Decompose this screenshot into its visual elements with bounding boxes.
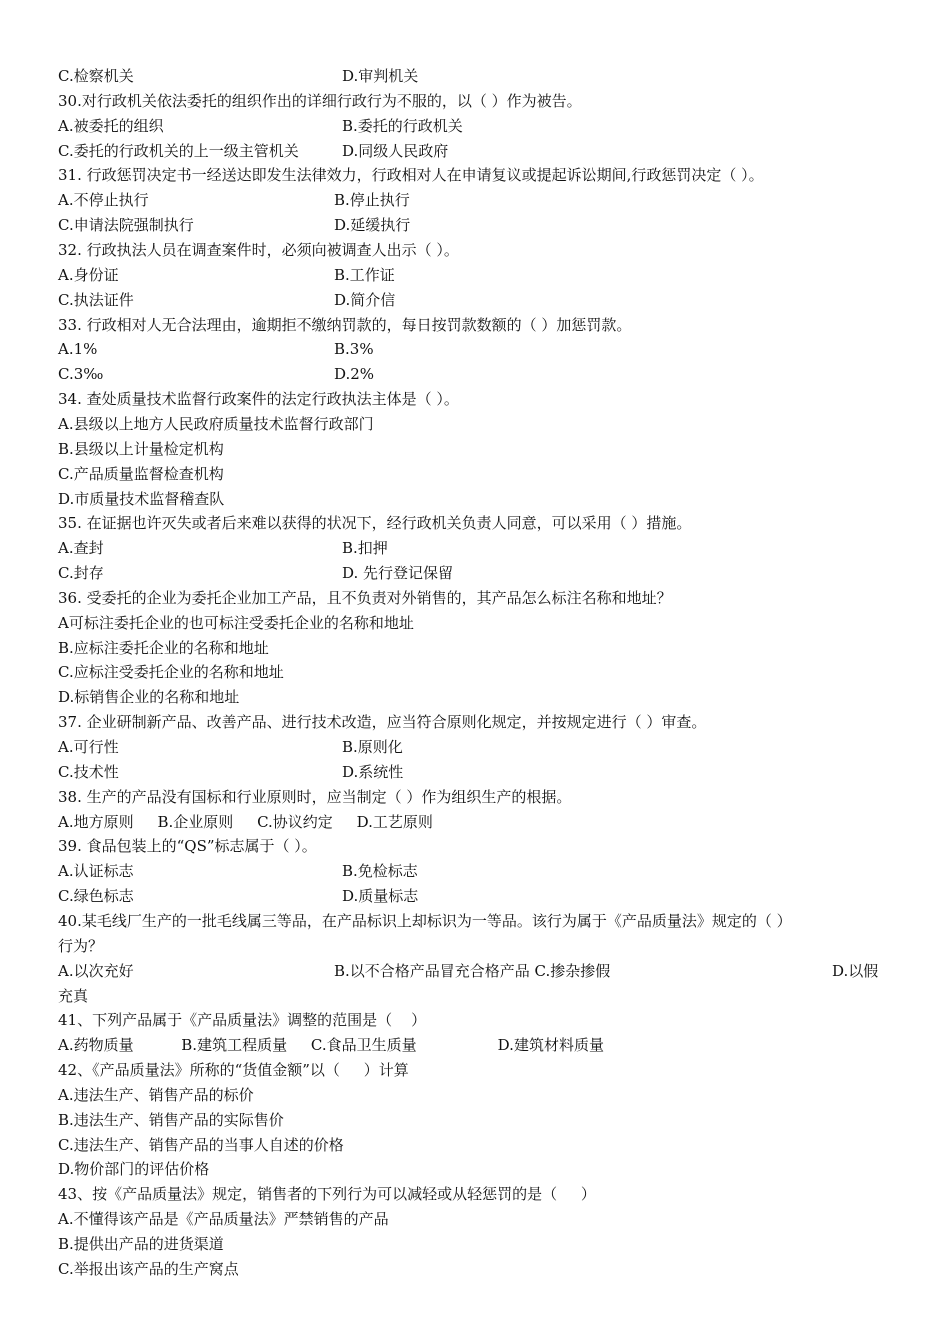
text-line [58,1085,898,1105]
text-line [58,712,898,732]
line-text: A.药物质量 B.建筑工程质量 C.食品卫生质量 D.建筑材料质量 [58,1036,604,1055]
line-text: A.县级以上地方人民政府质量技术监督行政部门 [58,414,374,433]
text-line [58,116,898,136]
line-text: 41、下列产品属于《产品质量法》调整的范围是（ ） [58,1011,427,1030]
line-text: C.检察机关 [58,67,134,85]
line-text: 32. 行政执法人员在调查案件时，必须向被调查人出示（ ）。 [58,241,459,259]
line-text: A.不停止执行 [58,191,149,210]
line-text: 37. 企业研制新产品、改善产品、进行技术改造，应当符合原则化规定，并按规定进行（ ）审查。 [58,713,707,732]
text-line [58,687,898,707]
line-text: C.违法生产、销售产品的当事人自述的价格 [58,1135,344,1154]
option-text: B.扣押 [342,539,388,558]
text-line [58,513,898,533]
text-line [58,737,898,757]
line-text: A.身份证 [58,265,119,284]
line-text: C.绿色标志 [58,887,134,906]
option-text: D.系统性 [342,762,404,781]
line-text: 38. 生产的产品没有国标和行业原则时，应当制定（ ）作为组织生产的根据。 [58,787,572,806]
text-line [58,1010,898,1030]
option-text: B.3% [334,340,374,359]
text-line [58,165,898,185]
text-line [58,911,898,931]
line-text: 35. 在证据也许灭失或者后来难以获得的状况下，经行政机关负责人同意，可以采用（ ）措施。 [58,514,692,533]
text-line [58,1135,898,1155]
line-text: 30.对行政机关依法委托的组织作出的详细行政行为不服的，以（ ）作为被告。 [58,91,582,110]
option-text: D.审判机关 [342,67,419,85]
text-line [58,836,898,856]
text-line [58,464,898,484]
line-text: B.县级以上计量检定机构 [58,439,224,458]
text-line [58,538,898,558]
text-line [58,1060,898,1080]
text-line [58,936,898,956]
line-text: 39. 食品包装上的“QS”标志属于（ ）。 [58,837,317,856]
text-line [58,389,898,409]
text-line [58,414,898,434]
line-text: A.可行性 [58,738,119,756]
line-text: C.应标注受委托企业的名称和地址 [58,663,284,682]
line-text: C.3‰ [58,365,104,384]
line-text: B.应标注委托企业的名称和地址 [58,638,269,657]
text-line [58,315,898,335]
line-text: 42、《产品质量法》所称的“货值金额”以（ ）计算 [58,1061,409,1079]
text-line [58,240,898,260]
line-text: 充真 [58,986,89,1005]
line-text: B.违法生产、销售产品的实际售价 [58,1110,284,1129]
line-text: C.产品质量监督检查机构 [58,464,224,483]
text-line [58,290,898,310]
line-text: A.不懂得该产品是《产品质量法》严禁销售的产品 [58,1210,389,1229]
text-line [58,588,898,608]
text-line [58,1234,898,1254]
line-text: 33. 行政相对人无合法理由，逾期拒不缴纳罚款的，每日按罚款数额的（ ）加惩罚款。 [58,315,632,334]
text-line [58,1184,898,1204]
option-text: D.简介信 [334,290,396,309]
text-line [58,489,898,509]
option-text: D.质量标志 [342,887,419,906]
text-line [58,662,898,682]
option-text: D.同级人民政府 [342,141,449,160]
option-text: B.以不合格产品冒充合格产品 C.掺杂掺假 [334,961,611,980]
line-text: 43、按《产品质量法》规定，销售者的下列行为可以减轻或从轻惩罚的是（ ） [58,1185,596,1204]
line-text: 36. 受委托的企业为委托企业加工产品，且不负责对外销售的，其产品怎么标注名称和地址？ [58,588,672,607]
line-text: C.技术性 [58,762,119,781]
text-line [58,787,898,807]
line-text: C.委托的行政机关的上一级主管机关 [58,141,299,160]
text-line [58,1110,898,1130]
line-text: B.提供出产品的进货渠道 [58,1235,224,1253]
text-line [58,861,898,881]
text-line [58,190,898,210]
line-text: C.举报出该产品的生产窝点 [58,1259,239,1278]
option-text: D. 先行登记保留 [342,564,454,582]
text-line [58,265,898,285]
line-text: A.以次充好 [58,961,134,980]
line-text: A.1% [58,340,98,359]
text-line [58,886,898,906]
text-line [58,1159,898,1179]
option-text: B.原则化 [342,738,403,756]
text-line [58,1035,898,1055]
line-text: A.违法生产、销售产品的标价 [58,1085,254,1104]
text-line [58,563,898,583]
line-text: A.地方原则 B.企业原则 C.协议约定 D.工艺原则 [58,812,433,831]
text-line [58,439,898,459]
option-text: B.免检标志 [342,862,418,881]
option-text: B.工作证 [334,265,395,284]
line-text: 40.某毛线厂生产的一批毛线属三等品，在产品标识上却标识为一等品。该行为属于《产品质量法》规定的（ ） [58,911,792,930]
line-text: C.申请法院强制执行 [58,216,194,235]
text-line [58,1259,898,1279]
option-text: D.以假 [832,961,879,980]
line-text: A.被委托的组织 [58,116,164,135]
line-text: 行为？ [58,936,104,955]
line-text: D.物价部门的评估价格 [58,1160,210,1179]
option-text: B.委托的行政机关 [342,116,463,135]
line-text: A.认证标志 [58,862,134,881]
option-text: D.2% [334,365,375,384]
line-text: 34. 查处质量技术监督行政案件的法定行政执法主体是（ ）。 [58,390,459,409]
text-line [58,141,898,161]
text-line [58,961,898,981]
option-text: D.延缓执行 [334,216,411,235]
text-line [58,638,898,658]
text-line [58,1209,898,1229]
line-text: C.封存 [58,564,104,582]
line-text: C.执法证件 [58,290,134,309]
line-text: D.市质量技术监督稽查队 [58,489,225,508]
text-line [58,613,898,633]
text-line [58,364,898,384]
text-line [58,91,898,111]
line-text: D.标销售企业的名称和地址 [58,688,240,707]
option-text: B.停止执行 [334,191,410,210]
text-line [58,66,898,86]
text-line [58,339,898,359]
text-line [58,986,898,1006]
text-line [58,812,898,832]
text-line [58,215,898,235]
text-line [58,762,898,782]
line-text: 31. 行政惩罚决定书一经送达即发生法律效力，行政相对人在申请复议或提起诉讼期间,行政惩罚决定（ ）。 [58,166,764,185]
line-text: A.查封 [58,539,104,558]
line-text: A可标注委托企业的也可标注受委托企业的名称和地址 [58,613,414,632]
